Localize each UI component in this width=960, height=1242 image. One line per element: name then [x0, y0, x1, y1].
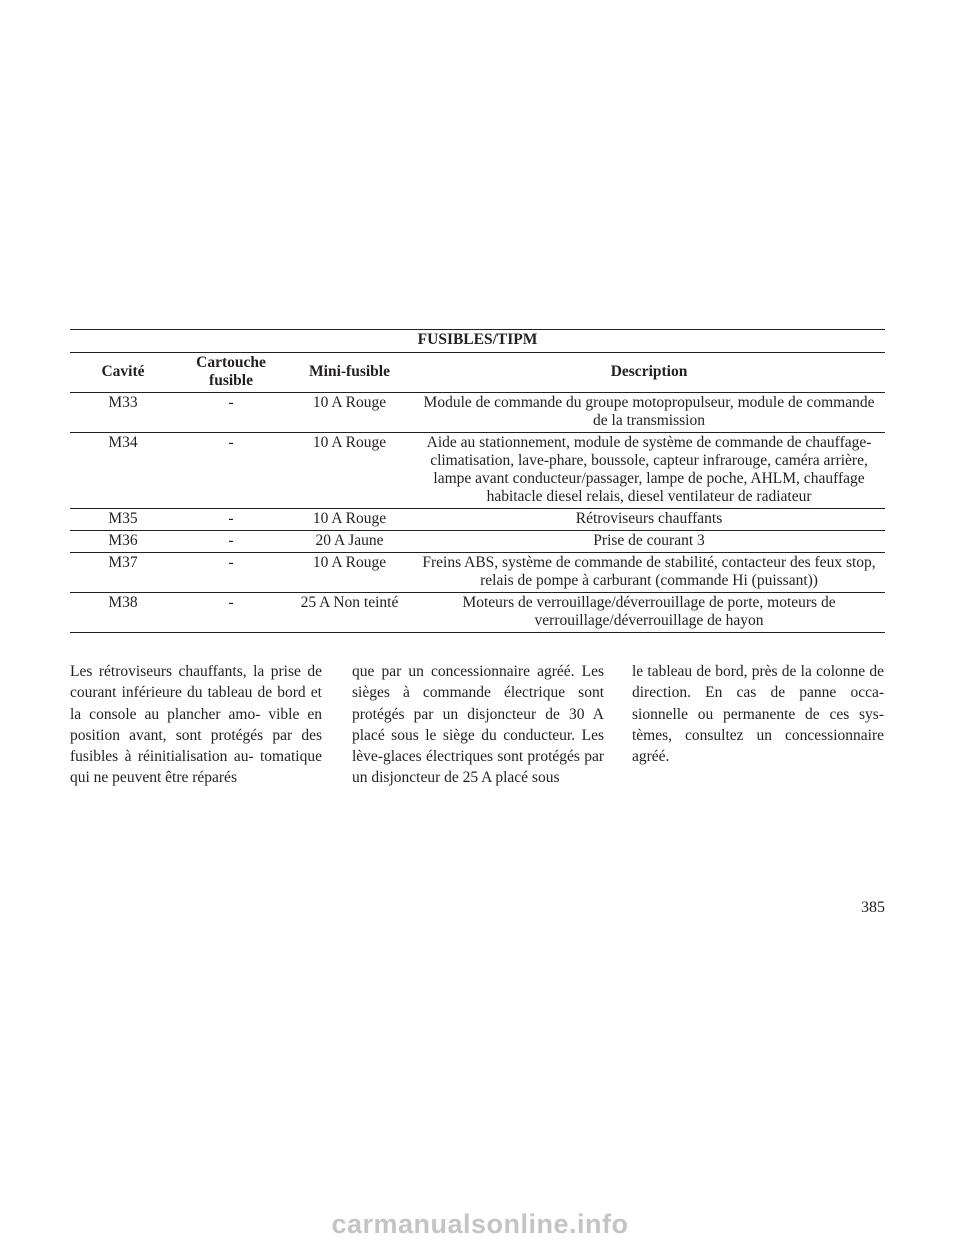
cell-mini-fuse: 10 A Rouge — [286, 553, 413, 593]
cell-cartridge: - — [176, 531, 286, 553]
table-row — [70, 593, 885, 633]
paragraph-column-1: Les rétroviseurs chauffants, la prise de courant inférieure du tableau de bord et la console au plancher amo- vible en position avant, sont protégés par des fusibles à réinitialisation au- tomatique qui ne peuvent être réparés — [70, 663, 322, 787]
paragraph-column-2: que par un concessionnaire agréé. Les sièges à commande électrique sont protégés par un disjoncteur de 30 A placé sous le siège du conducteur. Les lève-glaces électriques sont protégés par un disjoncteur de 25 A placé sous — [352, 663, 604, 787]
cell-mini-fuse: 10 A Rouge — [286, 433, 413, 509]
cell-mini-fuse: 20 A Jaune — [286, 531, 413, 553]
table-row — [70, 553, 885, 593]
cell-mini-fuse: 10 A Rouge — [286, 509, 413, 531]
paragraph-column-3: le tableau de bord, près de la colonne de direction. En cas de panne occa- sionnelle ou permanente de ces sys- tèmes, consultez un concessionnaire agréé. — [632, 663, 884, 766]
cell-cavity: M37 — [70, 553, 176, 593]
cell-cavity: M36 — [70, 531, 176, 553]
header-cartridge: Cartouche fusible — [176, 353, 286, 393]
cell-cavity: M38 — [70, 593, 176, 633]
header-cavity: Cavité — [70, 353, 176, 393]
cell-cartridge: - — [176, 593, 286, 633]
cell-description: Moteurs de verrouillage/déverrouillage de porte, moteurs de verrouillage/déverrouillage de hayon — [413, 593, 885, 633]
cell-description: Rétroviseurs chauffants — [413, 509, 885, 531]
cell-description: Freins ABS, système de commande de stabilité, contacteur des feux stop, relais de pompe à carburant (commande Hi (puissant)) — [413, 553, 885, 593]
cell-cavity: M34 — [70, 433, 176, 509]
table-row — [70, 393, 885, 433]
table-row — [70, 433, 885, 509]
cell-description: Prise de courant 3 — [413, 531, 885, 553]
cell-cartridge: - — [176, 433, 286, 509]
cell-cavity: M33 — [70, 393, 176, 433]
table-title: FUSIBLES/TIPM — [70, 330, 885, 353]
cell-mini-fuse: 10 A Rouge — [286, 393, 413, 433]
cell-cartridge: - — [176, 553, 286, 593]
page-number: 385 — [861, 899, 885, 916]
cell-description: Module de commande du groupe motopropulseur, module de commande de la transmission — [413, 393, 885, 433]
cell-cartridge: - — [176, 393, 286, 433]
cell-cavity: M35 — [70, 509, 176, 531]
table-row — [70, 509, 885, 531]
table-row — [70, 531, 885, 553]
watermark[interactable]: carmanualsonline.info — [331, 1209, 629, 1239]
cell-description: Aide au stationnement, module de système de commande de chauffage-climatisation, lave-phare, boussole, capteur infrarouge, caméra arrière, lampe avant conducteur/passager, lampe de poche, AHLM, chauffage habitacle diesel relais, diesel ventilateur de radiateur — [413, 433, 885, 509]
cell-cartridge: - — [176, 509, 286, 531]
fuse-table — [70, 329, 885, 633]
header-description: Description — [413, 353, 885, 393]
header-mini-fuse: Mini-fusible — [286, 353, 413, 393]
cell-mini-fuse: 25 A Non teinté — [286, 593, 413, 633]
